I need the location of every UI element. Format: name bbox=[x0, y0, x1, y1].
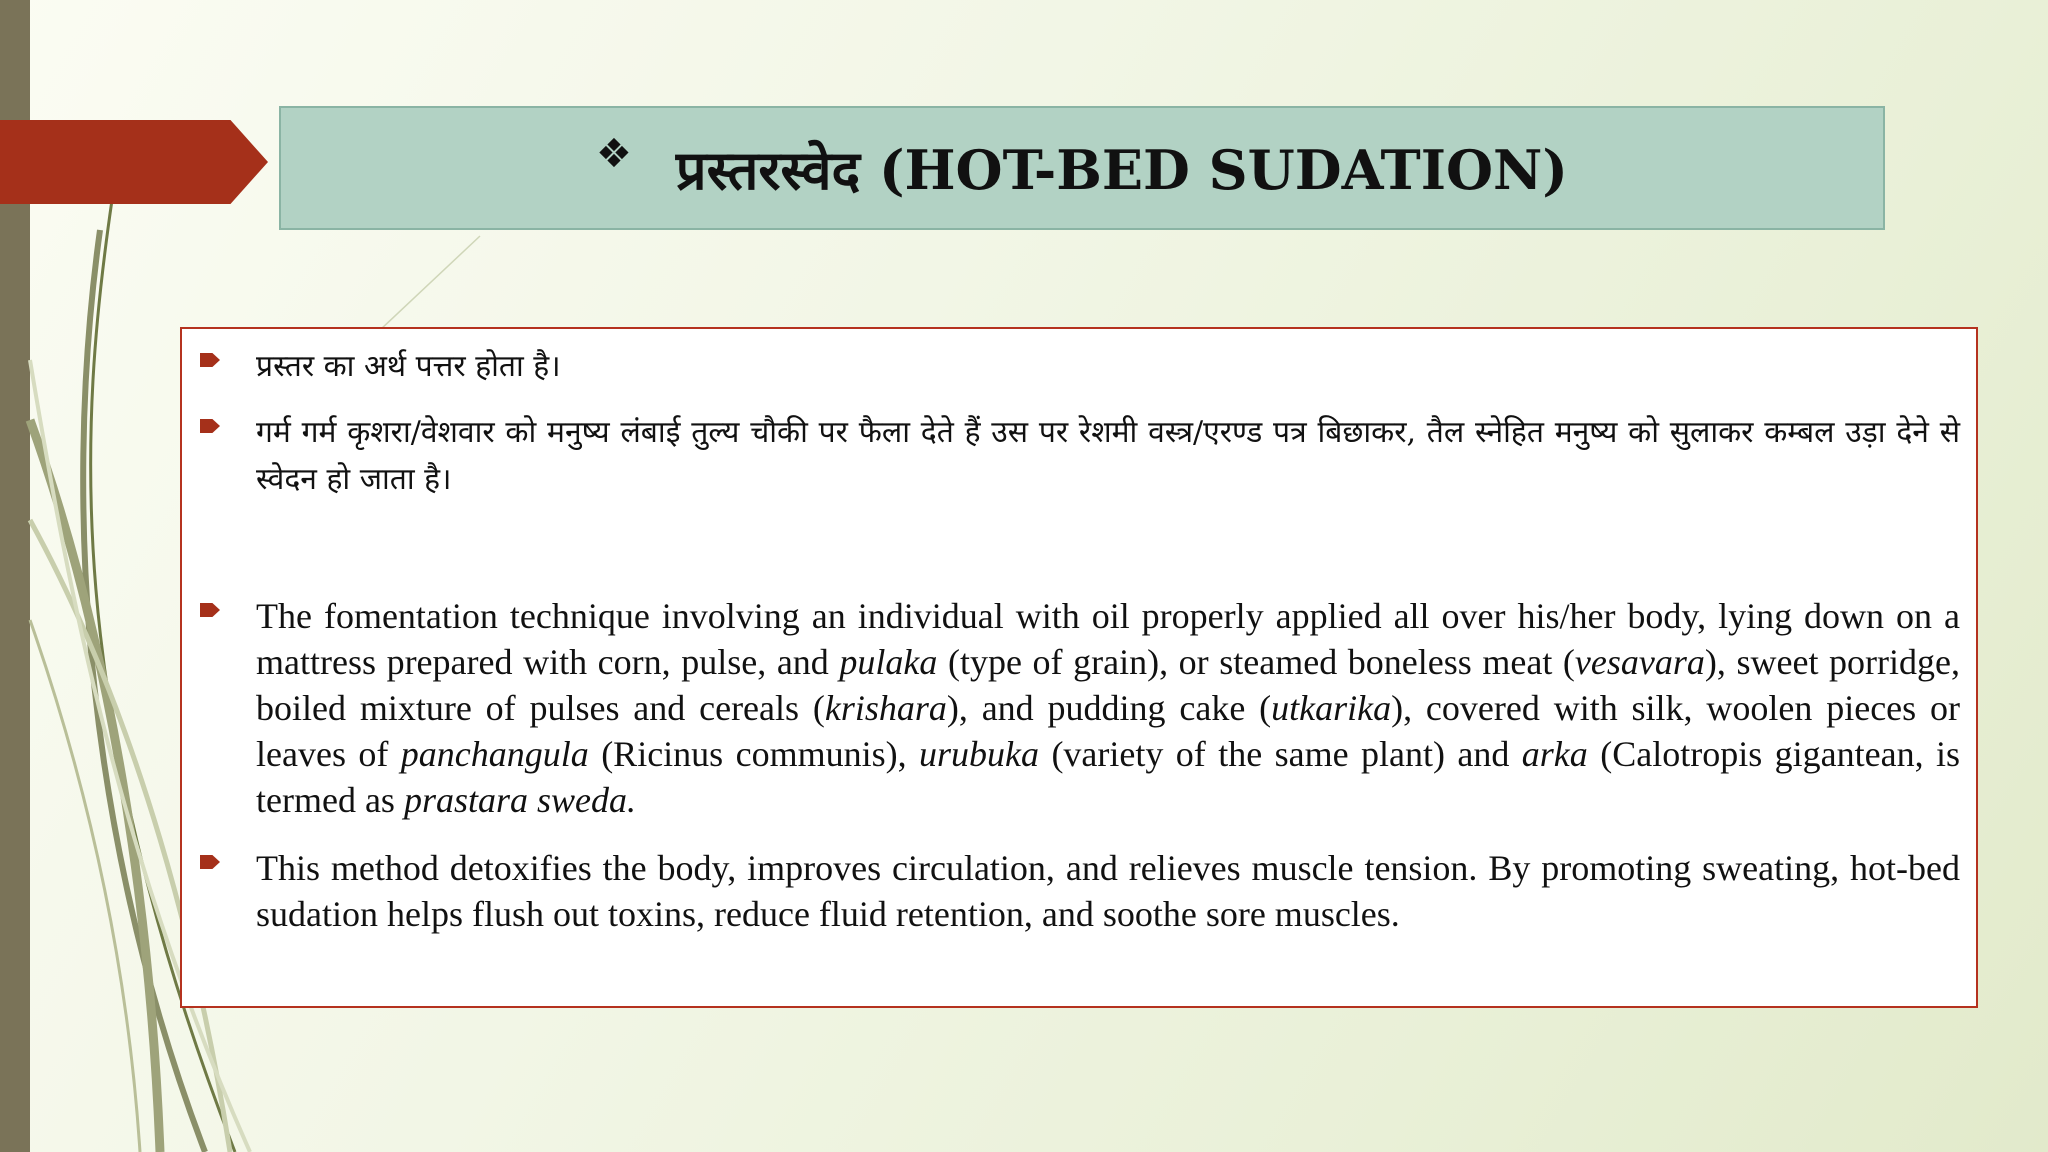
bullet-text: This method detoxifies the body, improves circulation, and relieves muscle tension. By promoting sweating, hot-bed sudation helps flush out toxins, reduce fluid retention, and soothe sore muscles. bbox=[256, 848, 1960, 934]
arrow-bullet-icon bbox=[198, 845, 232, 879]
slide-title: प्रस्तरस्वेद (HOT-BED SUDATION) bbox=[675, 138, 1568, 202]
title-arrow-tab bbox=[0, 120, 268, 204]
bullet-text: गर्म गर्म कृशरा/वेशवार को मनुष्य लंबाई तुल्य चौकी पर फैला देते हैं उस पर रेशमी वस्त्र/एरण्ड पत्र बिछाकर, तैल स्नेहित मनुष्य को सुलाकर कम्बल उड़ा देने से स्वेदन हो जाता है। bbox=[256, 415, 1960, 497]
bullet-text: The fomentation technique involving an individual with oil properly applied all over his/her body, lying down on a mattress prepared with corn, pulse, and pulaka (type of grain), or steamed boneless meat (vesavara), sweet porridge, boiled mixture of pulses and cereals (krishara), and pudding cake (utkarika), covered with silk, woolen pieces or leaves of panchangula (Ricinus communis), urubuka (variety of the same plant) and arka (Calotropis gigantean, is termed as prastara sweda. bbox=[256, 596, 1960, 820]
content-box bbox=[180, 327, 1978, 1008]
bullet-item-english-1 bbox=[198, 593, 1960, 823]
title-bullet-icon: ❖ bbox=[596, 131, 632, 177]
bullet-text: प्रस्तर का अर्थ पत्तर होता है। bbox=[256, 349, 561, 384]
bullet-item-english-2 bbox=[198, 845, 1960, 937]
arrow-bullet-icon bbox=[198, 593, 232, 627]
title-banner bbox=[279, 106, 1885, 230]
bullet-item-hindi-2 bbox=[198, 409, 1960, 503]
bullet-item-hindi-1 bbox=[198, 343, 1960, 390]
arrow-bullet-icon bbox=[198, 343, 232, 377]
arrow-bullet-icon bbox=[198, 409, 232, 443]
